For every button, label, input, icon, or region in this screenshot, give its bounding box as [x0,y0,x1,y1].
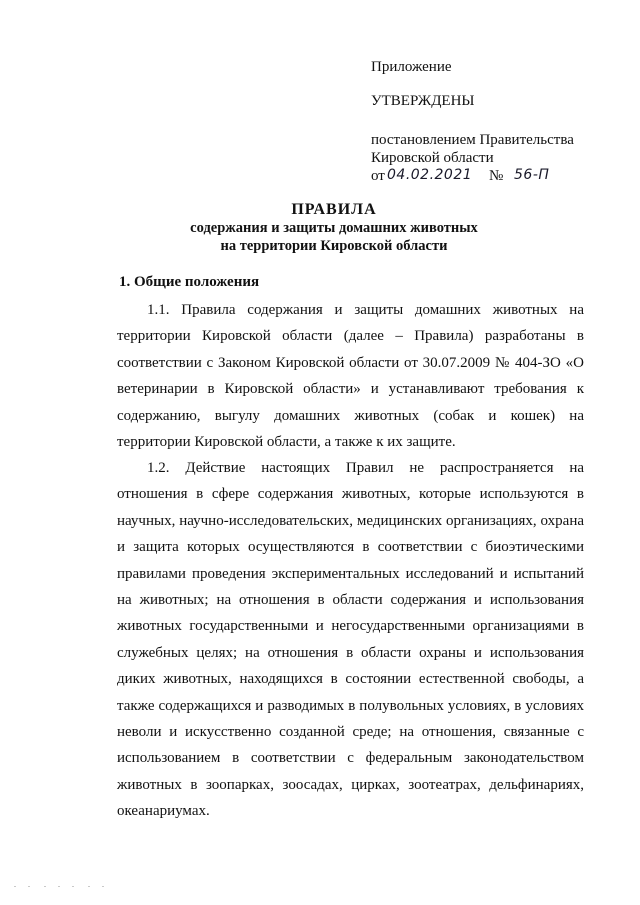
section-heading: 1. Общие положения [119,274,260,290]
approval-block [371,58,611,187]
scan-speck [44,886,46,887]
appendix-label: Приложение [371,59,452,75]
document-title [0,201,640,255]
decree-line-1: постановлением Правительства [371,132,574,148]
scan-speck [28,886,30,887]
scan-speck [88,886,90,887]
decree-line-2: Кировской области [371,150,494,166]
approved-label: УТВЕРЖДЕНЫ [371,93,475,109]
paragraph-1-2: 1.2. Действие настоящих Правил не распространяется на отношения в сфере содержания животных, которые используются в научных, научно-исследовательских, медицинских организациях, охрана и защита которых осуществляются в соответствии с биоэтическими правилами проведения экспериментальных исследований и испытаний на животных; на отношения в области содержания и использования животных государственными и негосударственными организациями в служебных целях; на отношения в области охраны и использования диких животных, находящихся в состоянии естественной свободы, а также содержащихся и разводимых в полувольных условиях, в условиях неволи и искусственно созданной среде; на отношения, связанные с использованием в соответствии с федеральным законодательством животных в зоопарках, зоосадах, цирках, зоотеатрах, дельфинариях, океанариумах. [117,460,584,820]
scan-speck [58,886,60,887]
number-label: № [489,168,504,184]
scan-speck [14,886,16,887]
handwritten-number: 56-П [514,167,550,183]
title-line-3: на территории Кировской области [220,238,448,254]
scan-speck [102,886,104,887]
title-line-1: ПРАВИЛА [291,201,377,218]
scan-speck [72,886,74,887]
title-line-2: содержания и защиты домашних животных [190,220,478,236]
date-prefix: от [371,168,385,184]
handwritten-date: 04.02.2021 [387,167,473,183]
date-number-line [371,167,611,187]
paragraph-1-1: 1.1. Правила содержания и защиты домашних животных на территории Кировской области (далее – Правила) разработаны в соответствии с Законом Кировской области от 30.07.2009 № 404-ЗО «О ветеринарии в Кировской области» и устанавливают требования к содержанию, выгулу домашних животных (собак и кошек) на территории Кировской области, а также к их защите. [117,302,584,451]
